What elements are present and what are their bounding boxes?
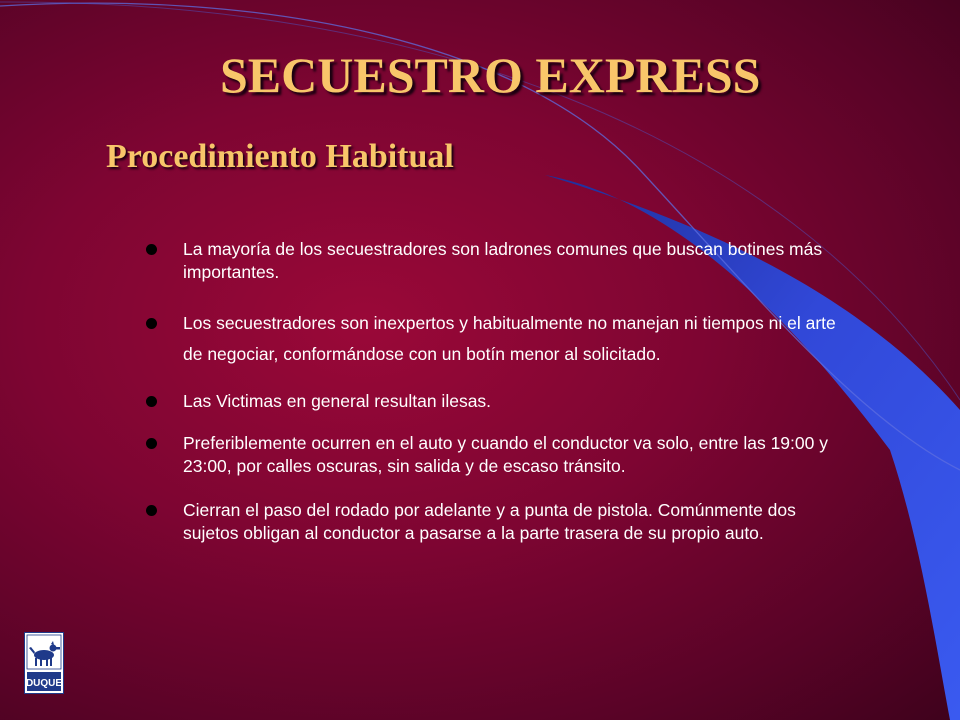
bullet-item (146, 499, 846, 545)
bullet-dot-icon (146, 438, 157, 449)
bullet-item (146, 308, 846, 370)
bullet-text: La mayoría de los secuestradores son ladrones comunes que buscan botines más importantes. (183, 239, 823, 282)
bullet-dot-icon (146, 396, 157, 407)
bullet-text: Los secuestradores son inexpertos y habitualmente no manejan ni tiempos ni el arte de negociar, conformándose con un botín menor al solicitado. (183, 313, 836, 364)
logo-text: DUQUE (25, 678, 63, 689)
bullet-text: Cierran el paso del rodado por adelante y a punta de pistola. Comúnmente dos sujetos obligan al conductor a pasarse a la parte trasera de su propio auto. (183, 500, 796, 543)
bullet-dot-icon (146, 318, 157, 329)
bullet-text: Las Victimas en general resultan ilesas. (183, 391, 492, 411)
bullet-item (146, 238, 846, 284)
bullet-item (146, 432, 846, 478)
bullet-list (146, 238, 846, 545)
duque-logo (24, 632, 64, 694)
bullet-dot-icon (146, 244, 157, 255)
bullet-text: Preferiblemente ocurren en el auto y cuando el conductor va solo, entre las 19:00 y 23:00, por calles oscuras, sin salida y de escaso tránsito. (183, 433, 828, 476)
slide-subtitle: Procedimiento Habitual (106, 138, 454, 175)
slide-title: SECUESTRO EXPRESS (220, 47, 761, 103)
bullet-item (146, 390, 846, 413)
bullet-dot-icon (146, 505, 157, 516)
